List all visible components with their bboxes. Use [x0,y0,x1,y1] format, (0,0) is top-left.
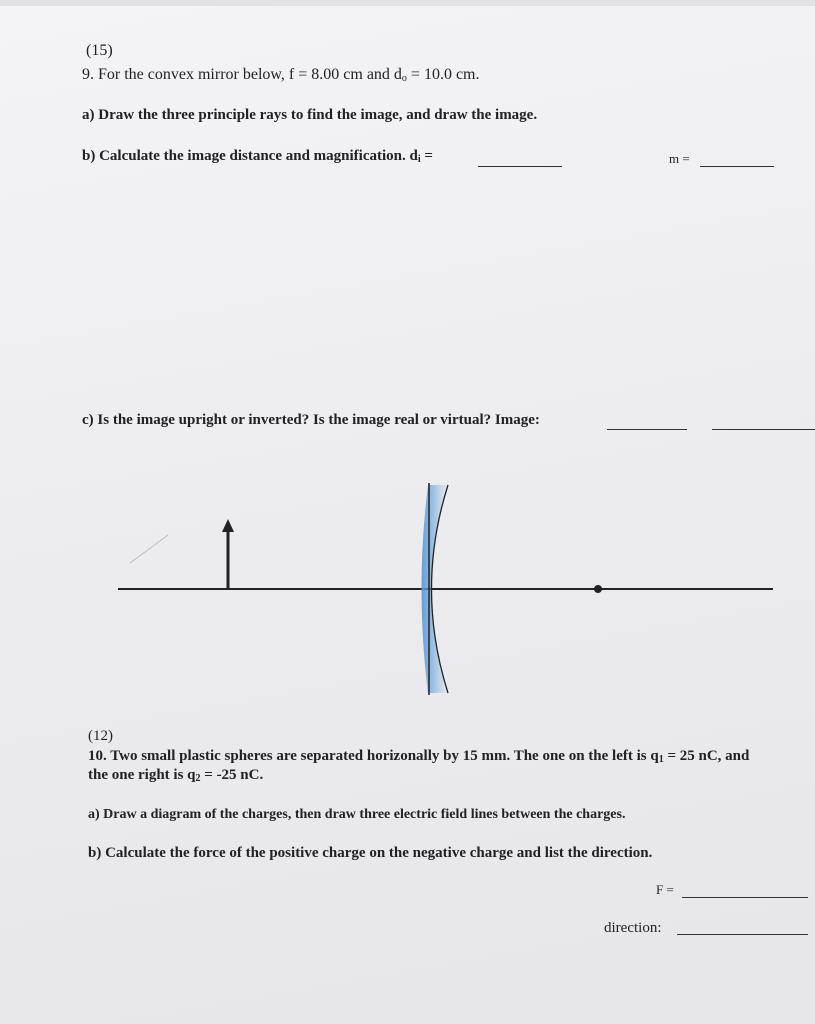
q9-part-b: b) Calculate the image distance and magnification. $d_i$ = [82,148,433,165]
q9-part-a: a) Draw the three principle rays to find the image, and draw the image. [82,107,538,123]
convex-mirror-diagram [110,475,780,700]
q9-prompt: 9. For the convex mirror below, f = 8.00 cm and $d_o = 10.0$ cm. [82,66,480,84]
object-arrow [222,519,234,589]
q9-points: (15) [86,42,113,59]
q10-prompt-line1: 10. Two small plastic spheres are separated horizonally by 15 mm. The one on the left is $q_1 = 25$ nC, and [88,748,750,765]
q9-part-c: c) Is the image upright or inverted? Is the image real or virtual? Image: [82,412,540,428]
q10-part-b: b) Calculate the force of the positive charge on the negative charge and list the direction. [88,845,653,861]
direction-label: direction: [604,920,662,936]
q10-prompt-line2: the one right is $q_2 = -25$ nC. [88,767,264,784]
faint-pencil-mark [130,535,168,563]
direction-blank[interactable] [677,934,808,935]
magnification-label: m = [669,151,690,166]
image-distance-blank[interactable] [478,166,562,167]
q10-part-a: a) Draw a diagram of the charges, then draw three electric field lines between the charges. [88,807,626,822]
force-blank[interactable] [682,897,808,898]
focal-point-dot [594,585,602,593]
page-top-edge [0,0,815,6]
magnification-blank[interactable] [700,166,774,167]
orientation-blank[interactable] [607,429,687,430]
force-label: F = [656,882,674,897]
q10-points: (12) [88,728,113,744]
real-virtual-blank[interactable] [712,429,815,430]
